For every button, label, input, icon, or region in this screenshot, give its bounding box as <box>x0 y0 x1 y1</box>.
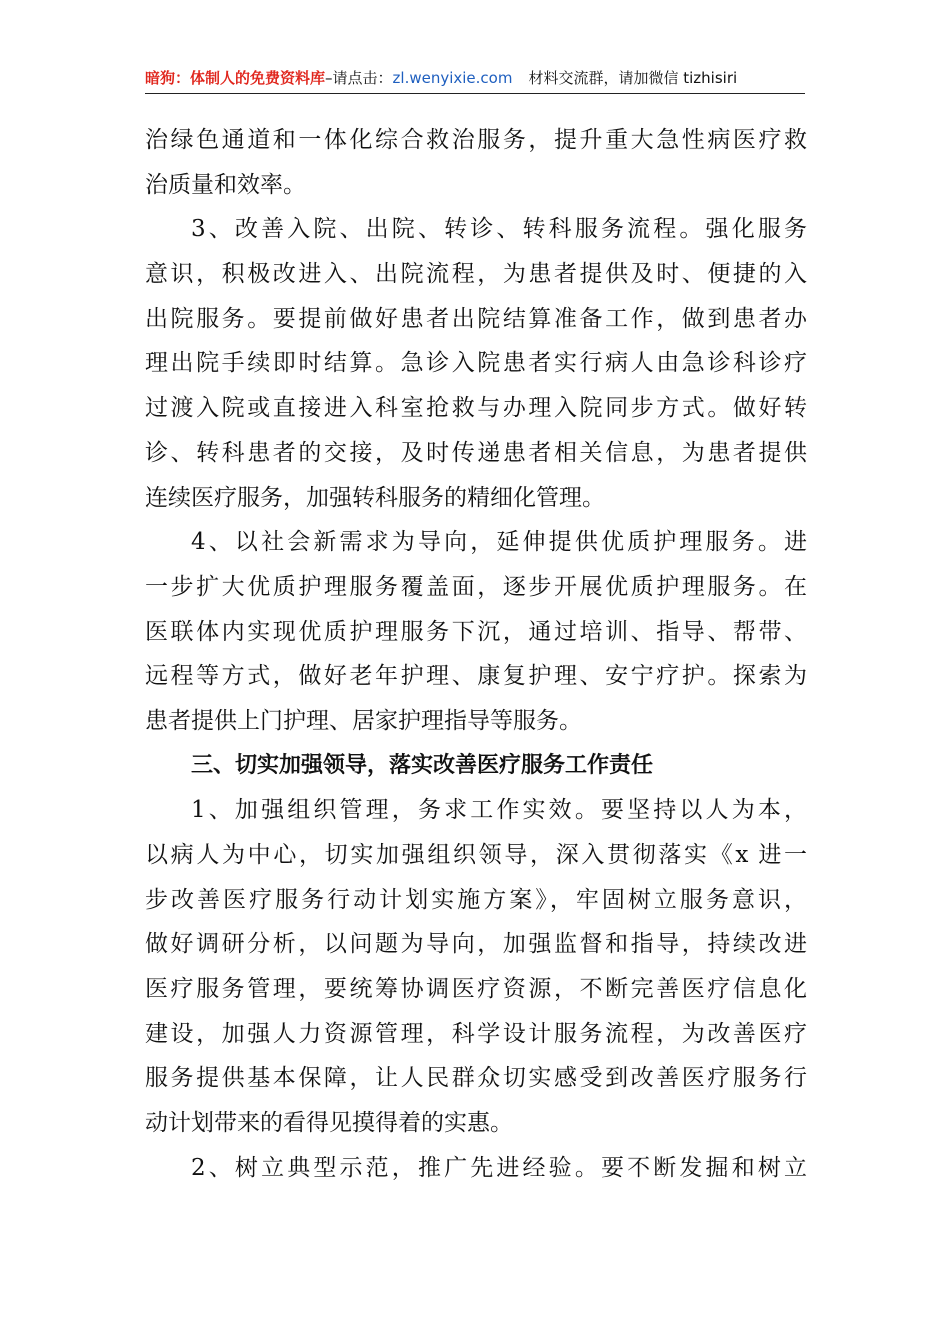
text-line: 一步扩大优质护理服务覆盖面，逐步开展优质护理服务。在 <box>145 573 807 600</box>
text-line: 做好调研分析，以问题为导向，加强监督和指导，持续改进 <box>145 931 807 958</box>
header-divider <box>145 93 805 94</box>
section-heading: 三、切实加强领导，落实改善医疗服务工作责任 <box>191 752 654 778</box>
page-header <box>145 66 805 90</box>
text-line: 诊、转科患者的交接，及时传递患者相关信息，为患者提供 <box>145 439 807 466</box>
text-line: 医联体内实现优质护理服务下沉，通过培训、指导、帮带、 <box>145 618 807 645</box>
body-text <box>145 118 807 1191</box>
text-line: 治绿色通道和一体化综合救治服务，提升重大急性病医疗救 <box>145 127 807 153</box>
header-site-link[interactable]: zl.wenyixie.com <box>392 69 513 87</box>
header-prompt: –请点击： <box>325 69 393 87</box>
text-line: 动计划带来的看得见摸得着的实惠。 <box>145 1110 513 1137</box>
text-line: 理出院手续即时结算。急诊入院患者实行病人由急诊科诊疗 <box>145 350 807 377</box>
text-line: 建设，加强人力资源管理，科学设计服务流程，为改善医疗 <box>145 1020 807 1047</box>
text-line: 远程等方式，做好老年护理、康复护理、安宁疗护。探索为 <box>145 663 807 690</box>
text-line: 步改善医疗服务行动计划实施方案》，牢固树立服务意识， <box>145 886 807 913</box>
header-brand: 暗狗：体制人的免费资料库 <box>145 69 326 87</box>
text-line: 连续医疗服务，加强转科服务的精细化管理。 <box>145 484 605 511</box>
paragraph-3-first-line: 3、改善入院、出院、转诊、转科服务流程。强化服务 <box>191 216 807 243</box>
paragraph-1-first-line: 1、加强组织管理，务求工作实效。要坚持以人为本， <box>191 797 807 824</box>
text-line: 过渡入院或直接进入科室抢救与办理入院同步方式。做好转 <box>145 395 807 422</box>
paragraph-2-first-line: 2、树立典型示范，推广先进经验。要不断发掘和树立 <box>191 1154 807 1181</box>
text-line: 治质量和效率。 <box>145 171 306 198</box>
paragraph-4-first-line: 4、以社会新需求为导向，延伸提供优质护理服务。进 <box>191 529 807 556</box>
text-line: 出院服务。要提前做好患者出院结算准备工作，做到患者办 <box>145 305 807 332</box>
text-line: 服务提供基本保障，让人民群众切实感受到改善医疗服务行 <box>145 1065 807 1092</box>
text-line: 医疗服务管理，要统筹协调医疗资源，不断完善医疗信息化 <box>145 976 807 1003</box>
text-line: 患者提供上门护理、居家护理指导等服务。 <box>145 707 582 734</box>
header-group-note: 材料交流群，请加微信 tizhisiri <box>528 69 738 87</box>
text-line: 以病人为中心，切实加强组织领导，深入贯彻落实《x 进一 <box>145 842 807 868</box>
text-line: 意识，积极改进入、出院流程，为患者提供及时、便捷的入 <box>145 261 807 288</box>
